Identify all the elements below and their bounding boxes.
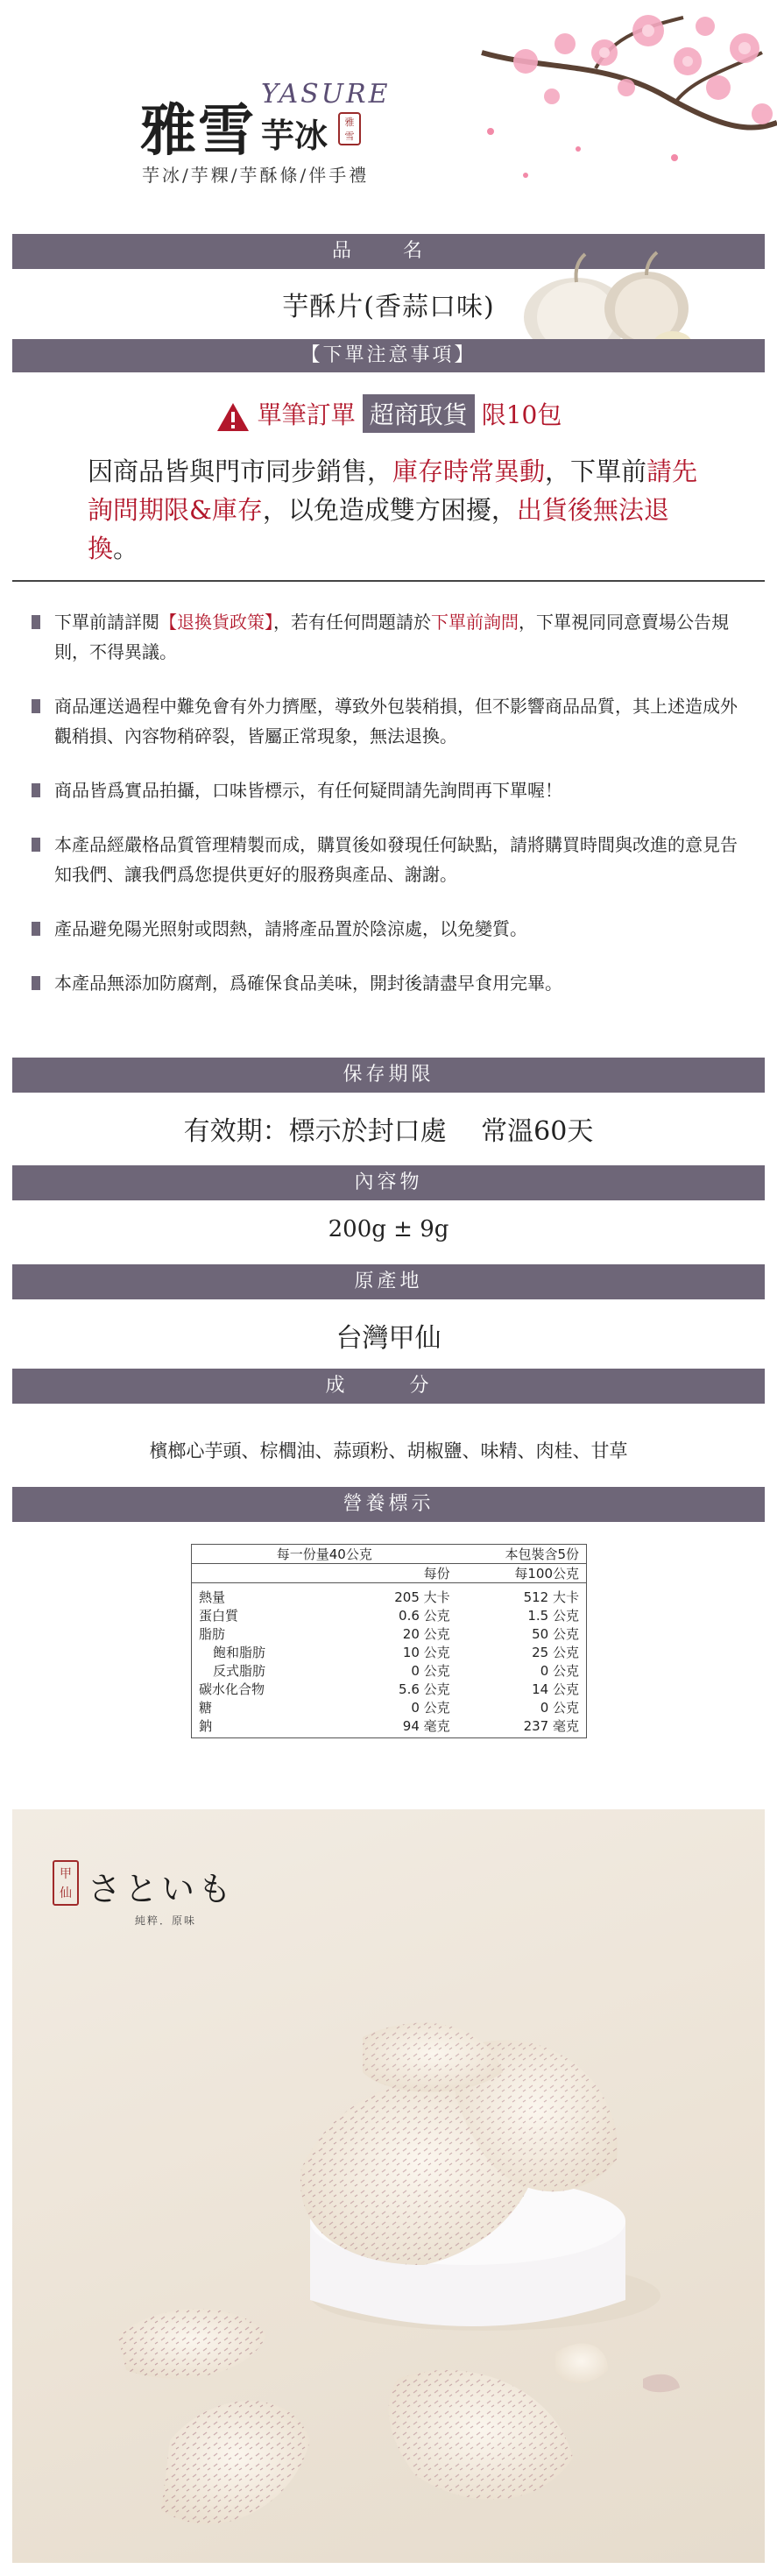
origin-bar: 原產地: [12, 1264, 765, 1299]
nutrient-per-serving: 10 公克: [402, 1645, 450, 1660]
notice-title: 【下單注意事項】: [12, 339, 765, 372]
bullet-icon: [32, 699, 40, 713]
notice-text-1: 因商品皆與門市同步銷售，: [88, 456, 393, 486]
logo-sub-text: 芋冰: [261, 117, 328, 155]
cherry-blossom-decoration: [473, 0, 777, 219]
nutrient-name: 蛋白質: [199, 1608, 239, 1624]
order-limit-line: [0, 394, 777, 433]
bullet-icon: [32, 976, 40, 990]
serving-size: 每一份量40公克: [276, 1546, 372, 1562]
notice-text-2: 庫存時常異動: [392, 456, 546, 486]
nutrient-per-100g: 25 公克: [532, 1645, 579, 1660]
nutrient-per-100g: 50 公克: [532, 1626, 579, 1642]
per-100g-header: 每100公克: [514, 1566, 579, 1582]
logo-seal: 雅 雪: [338, 112, 361, 145]
nutrition-body: [192, 1583, 586, 1737]
return-policy-link[interactable]: 【退換貨政策】: [159, 612, 273, 633]
contents-value: 200g ± 9g: [328, 1216, 449, 1242]
ingredients-bar: 成 分: [12, 1369, 765, 1404]
bullet-icon: [32, 783, 40, 797]
notice-text-4: 請先詢問期限&庫存: [88, 456, 698, 525]
nutrient-per-serving: 0 公克: [411, 1700, 450, 1716]
nutrient-per-100g: 0 公克: [540, 1663, 579, 1679]
note-text: ，下單視同同意賣場公告規則，不得異議。: [54, 612, 729, 662]
brand-name: さといも: [88, 1870, 236, 1908]
bullet-icon: [32, 838, 40, 852]
notice-paragraph: [88, 452, 718, 568]
bullet-icon: [32, 922, 40, 936]
limit-label: 單筆訂單: [257, 400, 356, 429]
nutrient-per-serving: 205 大卡: [394, 1589, 450, 1605]
nutrition-header-row: [192, 1545, 586, 1564]
note-item: [32, 914, 750, 944]
nutrient-per-100g: 0 公克: [540, 1700, 579, 1716]
product-name: 芋酥片(香蒜口味): [282, 292, 495, 322]
nutrient-name: 脂肪: [199, 1626, 226, 1642]
bullet-icon: [32, 615, 40, 629]
nutrition-row: [192, 1607, 586, 1625]
ingredients-value: 檳榔心芋頭、棕櫚油、蒜頭粉、胡椒鹽、味精、肉桂、甘草: [149, 1440, 628, 1461]
tagline: 芋冰/芋粿/芋酥條/伴手禮: [142, 165, 370, 186]
nutrient-per-100g: 512 大卡: [523, 1589, 579, 1605]
nutrition-row: [192, 1662, 586, 1681]
nutrient-per-serving: 0.6 公克: [399, 1608, 450, 1624]
note-item: [32, 830, 750, 889]
note-text: 本產品無添加防腐劑，爲確保食品美味，開封後請盡早食用完畢。: [54, 973, 562, 994]
servings-per-pack: 本包裝含5份: [505, 1546, 579, 1562]
note-text: ，若有任何問題請於: [273, 612, 431, 633]
logo-main-text: 雅雪: [140, 99, 256, 164]
notice-text-7: 。: [113, 534, 139, 563]
nutrient-per-serving: 20 公克: [402, 1626, 450, 1642]
product-section-bar: 品 名: [12, 234, 765, 269]
nutrient-per-serving: 94 毫克: [402, 1718, 450, 1734]
nutrition-bar: 營養標示: [12, 1487, 765, 1522]
nutrient-name: 飽和脂肪: [213, 1645, 266, 1660]
nutrient-per-100g: 1.5 公克: [527, 1608, 579, 1624]
notice-text-6: 出貨後無法退換: [88, 495, 669, 563]
nutrition-row: [192, 1699, 586, 1717]
note-item: [32, 607, 750, 667]
nutrient-per-100g: 14 公克: [532, 1681, 579, 1697]
nutrition-row: [192, 1717, 586, 1736]
note-text: 本產品經嚴格品質管理精製而成，購買後如發現任何缺點，請將購買時間與改進的意見告知我們、讓我們爲您提供更好的服務與產品、謝謝。: [54, 834, 738, 885]
note-text: 商品皆爲實品拍攝，口味皆標示，有任何疑問請先詢問再下單喔！: [54, 780, 562, 801]
nutrition-row: [192, 1625, 586, 1644]
shelf-life-bar: 保存期限: [12, 1058, 765, 1093]
notes-list: [32, 607, 750, 1023]
nutrition-row: [192, 1589, 586, 1607]
origin-value: 台灣甲仙: [336, 1323, 441, 1354]
note-text: 產品避免陽光照射或悶熱，請將產品置於陰涼處，以免變質。: [54, 918, 527, 939]
notice-text-3: ，下單前: [545, 456, 647, 486]
note-item: [32, 775, 750, 805]
logo-script-text: YASURE: [261, 79, 391, 110]
nutrient-name: 鈉: [199, 1718, 213, 1734]
contents-bar: 內容物: [12, 1165, 765, 1200]
note-highlight: 下單前詢問: [431, 612, 519, 633]
brand-seal: 甲 仙: [53, 1860, 79, 1906]
nutrient-per-serving: 5.6 公克: [399, 1681, 450, 1697]
nutrient-name: 糖: [199, 1700, 213, 1716]
note-item: [32, 968, 750, 998]
nutrition-table: [191, 1544, 587, 1738]
nutrition-row: [192, 1681, 586, 1699]
nutrient-per-serving: 0 公克: [411, 1663, 450, 1679]
product-photo: [12, 1809, 765, 2563]
nutrient-name: 熱量: [199, 1589, 226, 1605]
nutrient-per-100g: 237 毫克: [523, 1718, 579, 1734]
header: [0, 0, 777, 219]
per-serving-header: 每份: [423, 1566, 450, 1582]
limit-store-pickup-tag: 超商取貨: [363, 394, 475, 433]
limit-count: 限10包: [481, 400, 562, 429]
divider: [12, 580, 765, 582]
warning-icon: [215, 401, 251, 433]
notice-text-5: ，以免造成雙方困擾，: [262, 495, 517, 525]
nutrient-name: 反式脂肪: [213, 1663, 266, 1679]
nutrient-name: 碳水化合物: [199, 1681, 265, 1697]
note-text: 下單前請詳閱: [54, 612, 159, 633]
note-item: [32, 691, 750, 751]
nutrition-row: [192, 1644, 586, 1662]
brand-subtitle: 純粹．原味: [135, 1914, 197, 1927]
note-text: 商品運送過程中難免會有外力擠壓，導致外包裝稍損，但不影響商品品質，其上述造成外觀稍損、內容物稍碎裂，皆屬正常現象，無法退換。: [54, 696, 738, 747]
nutrition-subheader-row: [192, 1564, 586, 1583]
taro-chips-illustration: [12, 1809, 765, 2563]
shelf-life-value: 有效期：標示於封口處 常溫60天: [183, 1116, 594, 1147]
